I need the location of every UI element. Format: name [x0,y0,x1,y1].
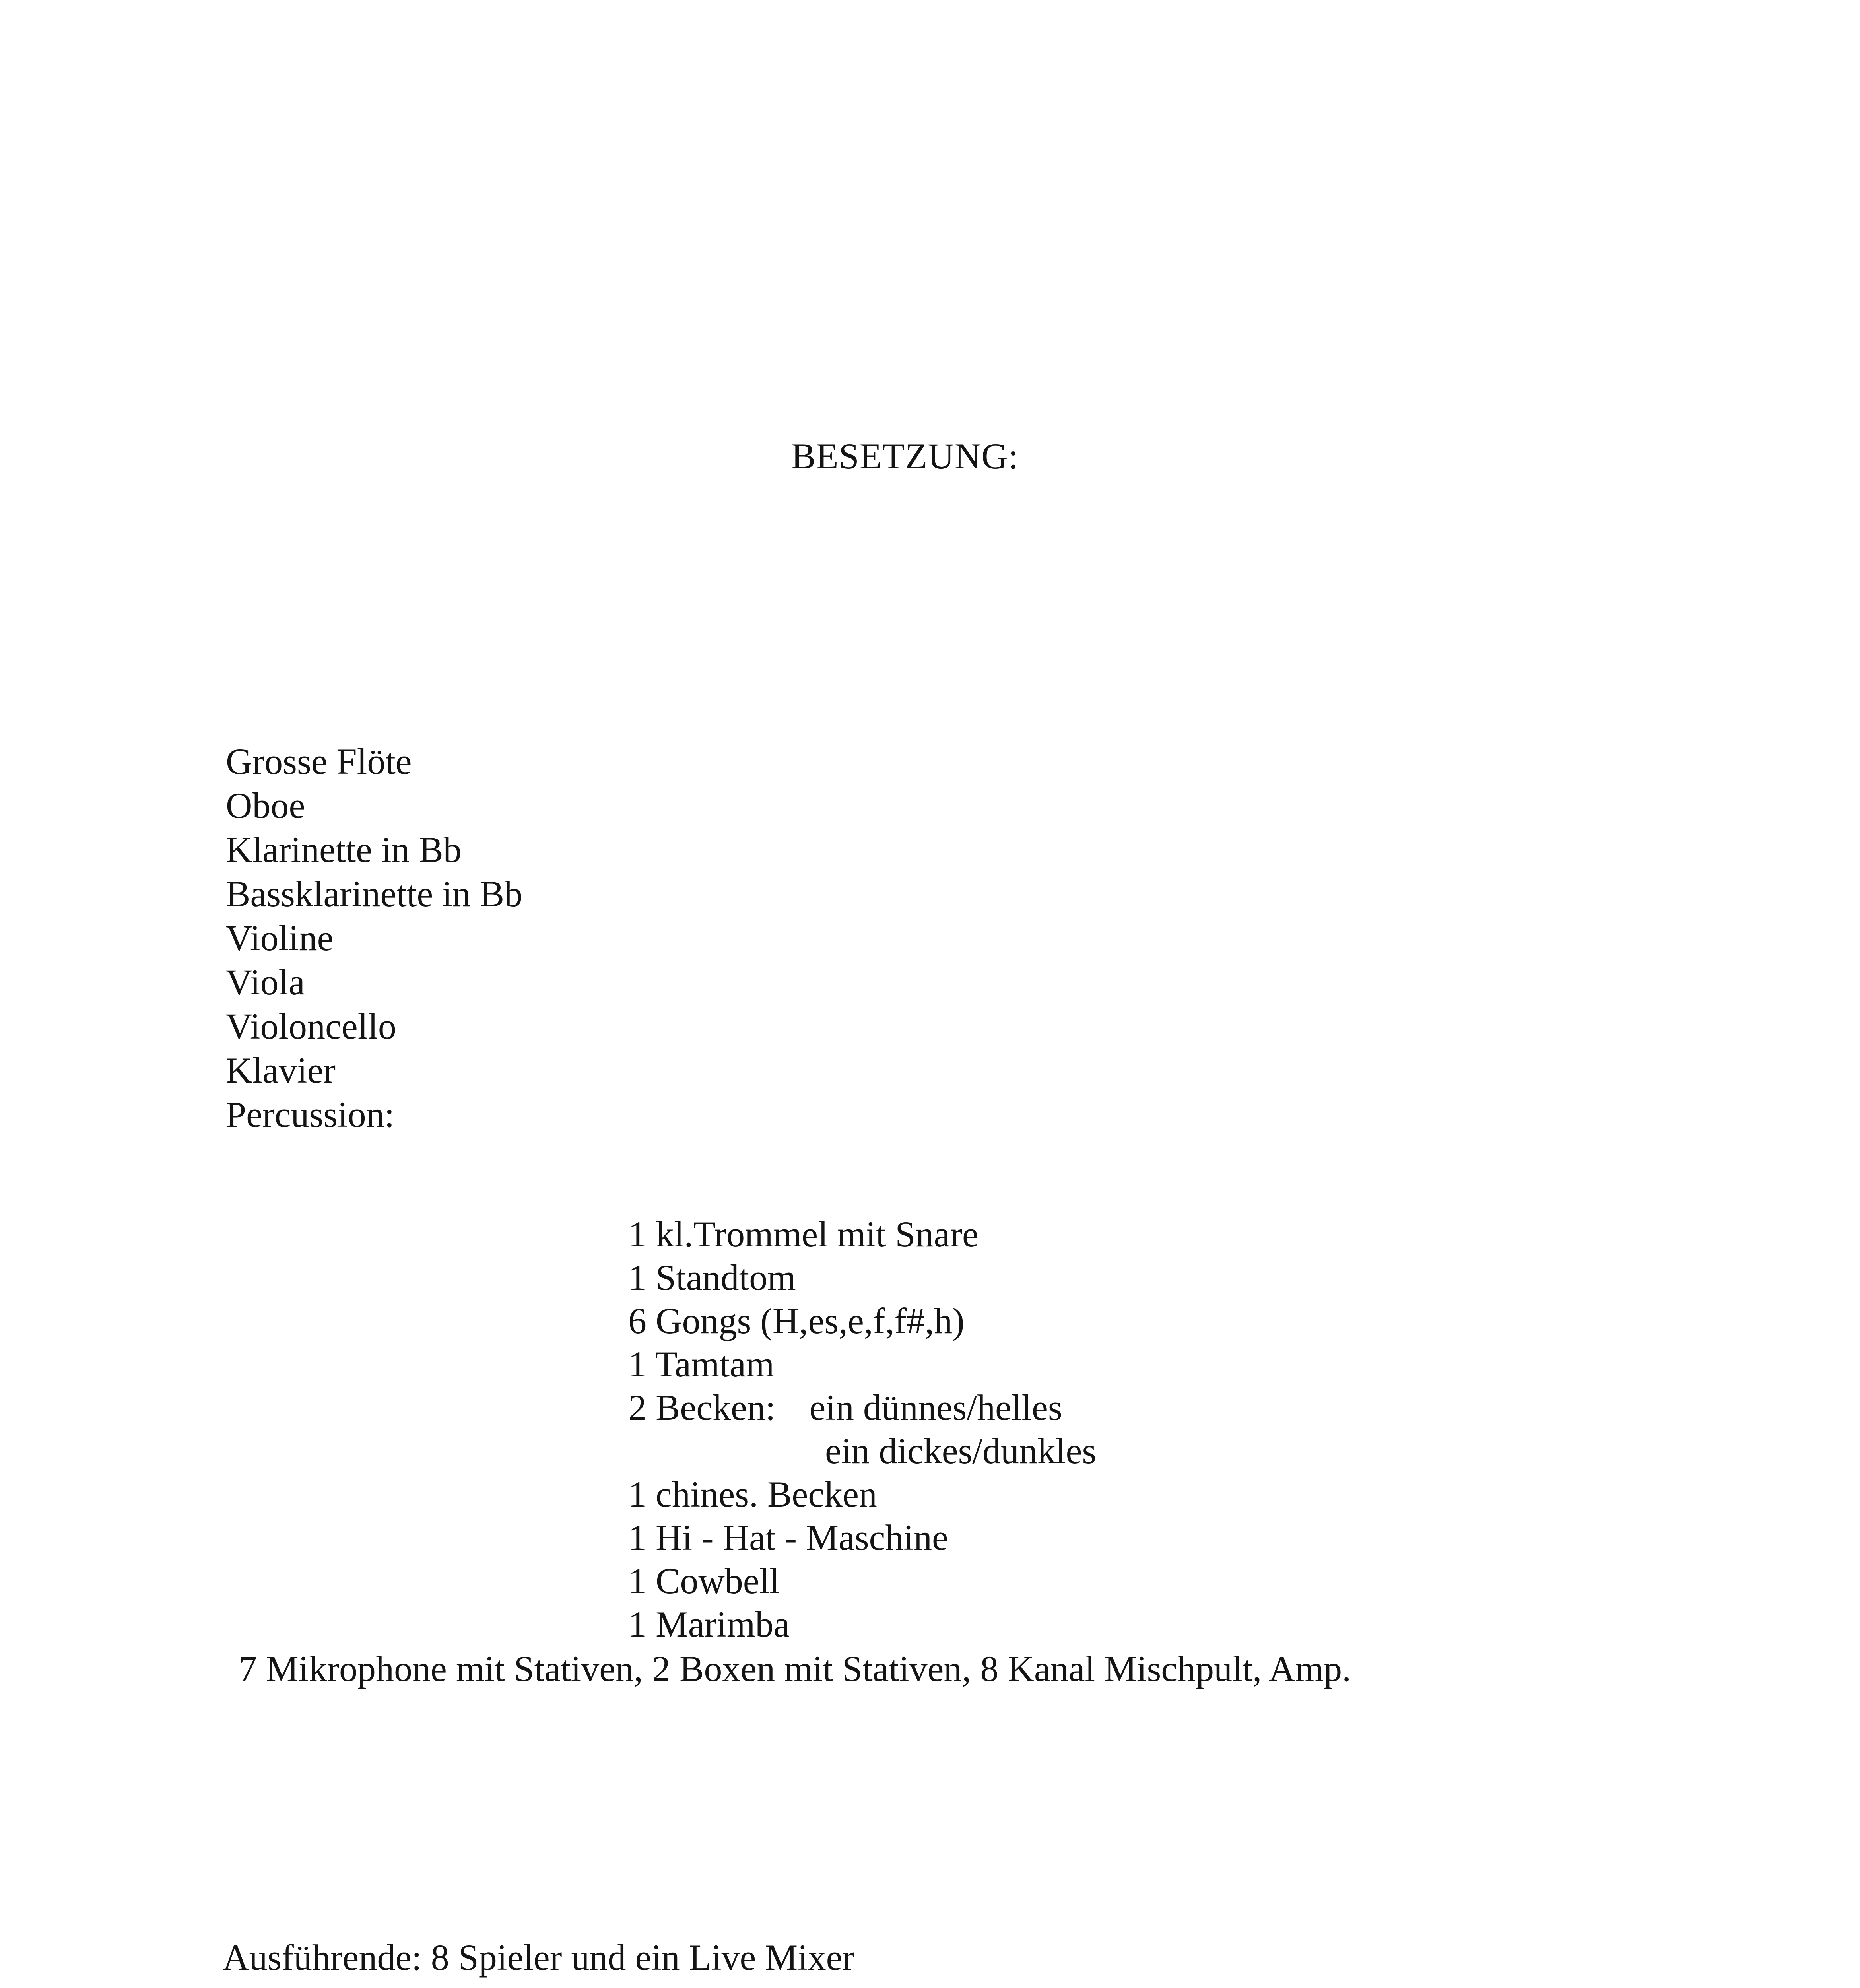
instrument-item: Klavier [226,1050,336,1091]
instrument-list [226,740,522,1137]
instrument-item: Klarinette in Bb [226,829,462,870]
percussion-item: 1 Marimba [628,1604,790,1644]
page-title: BESETZUNG: [791,436,1019,476]
performers-line: Ausführende: 8 Spieler und ein Live Mixer [223,1937,855,1978]
percussion-item: 1 kl.Trommel mit Snare [628,1214,979,1254]
percussion-list [628,1213,1096,1646]
instrument-item: Violoncello [226,1006,396,1046]
equipment-line: 7 Mikrophone mit Stativen, 2 Boxen mit Stativen, 8 Kanal Mischpult, Amp. [239,1648,1351,1689]
instrument-item: Viola [226,962,305,1002]
percussion-item: 6 Gongs (H,es,e,f,f#,h) [628,1301,965,1341]
percussion-item: 1 Cowbell [628,1561,780,1601]
percussion-item: 1 Standtom [628,1257,796,1298]
percussion-item: 1 Hi - Hat - Maschine [628,1517,948,1558]
percussion-item-becken [628,1386,1096,1429]
becken-thin: ein dünnes/helles [809,1387,1062,1428]
becken-thick: ein dickes/dunkles [825,1431,1097,1471]
percussion-item: 1 Tamtam [628,1344,775,1384]
instrument-item: Violine [226,918,334,958]
percussion-item: 1 chines. Becken [628,1474,877,1514]
instrument-item: Grosse Flöte [226,741,412,782]
instrument-item-percussion: Percussion: [226,1094,395,1135]
instrument-item: Bassklarinette in Bb [226,874,523,914]
becken-label: 2 Becken: [628,1387,776,1428]
instrument-item: Oboe [226,785,305,826]
